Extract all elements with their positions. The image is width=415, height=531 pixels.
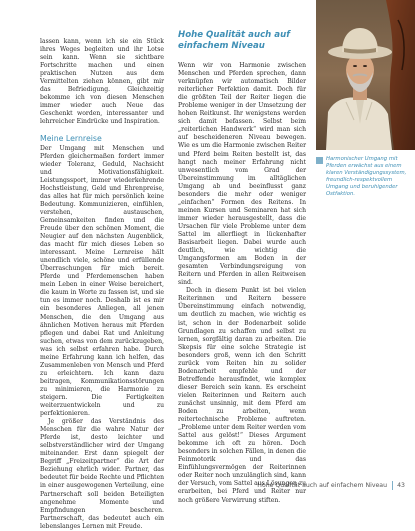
- middle-column: [178, 30, 306, 505]
- body-paragraph: Je größer das Verständnis des Menschen für die wahre Natur der Pferde ist, desto leichter und selbstverständlicher wird der Umgang miteinander. Erst dann spiegelt der Begriff „Freizeitpartner“ die Art der Beziehung ehrlich wider. Partner, das bedeutet für beide Rechte und Pflichten in einer ausgewogenen Verteilung, eine Partnerschaft soll beiden Beteiligten angenehme Momente und Empfindungen bescheren. Partnerschaft, das bedeutet auch ein lebenslanges Lernen mit Freude.: [40, 418, 164, 530]
- caption-text: Harmonischer Umgang mit Pferden erwächst aus einem klaren Verständigungssystem, freundlich-respektvollem Umgang und beruhigender Ostfaktion.: [326, 156, 407, 198]
- page-number: 43: [397, 482, 405, 489]
- photo-caption: [316, 156, 411, 199]
- section-heading: Meine Lernreise: [40, 133, 102, 143]
- body-paragraph: Wenn wir von Harmonie zwischen Menschen und Pferden sprechen, dann verknüpfen wir automatisch Bilder reiterlicher Perfektion damit. Doch für die größten Teil der Reiter liegen die Probleme weniger in der Umsetzung der hohen Reitkunst. Ihr wenigstens werden sich damit befassen. Selbst beim „reiterlichen Handwerk“ wird man sich auf bescheideneren Niveau bewegen. Wie es um die Harmonie zwischen Reiter und Pferd beim Reiten bestellt ist, das hangt nach meiner Erfahrung nicht unwesentlich vom Grad der Übereinstimmung im alltäglichen Umgang ab und beeinflusst ganz besonders die mehr oder weniger „einfachen“ Formen des Reitens. In meinen Kursen und Seminaren hat sich immer wieder herausgestellt, dass die Ursachen für viele Probleme unter dem Sattel im allerfliegt in lückenhafter Basisarbeit liegen. Dabei wurde auch deutlich, wie wichtig die Umgangsformen am Boden in der gesamten Verbindungsreigung von Reitern und Pferden in allen Reitweisen sind.: [178, 62, 306, 287]
- body-paragraph: Doch in diesem Punkt ist bei vielen Reiterinnen und Reitern bessere Übereinstimmung einfach notwendig, um deutlich zu machen, wie wichtig es ist, schon in der Bodenarbeit solide Grundlagen zu schaffen und selbst zu lernen, sorgfältig daran zu arbeiten. Die Skepsis für eine solche Strategie ist besonders groß, wenn ich den Schritt zurück vom Reiten hin zu solider Bodenarbeit empfehle und der Betreffende herausfindet, wie komplex dieser Bereich sein kann. Es erscheint vielen Reiterinnen und Reitern auch zunächst unsinnig, mit dem Pferd am Boden zu arbeiten, wenn reitertechnische Probleme auftreten. „Probleme unter dem Reiter werden vom Sattel aus gelöst!“ Dieses Argument bekomme ich oft zu hören. Doch besonders in solchen Fällen, in denen die Feinmotorik und das Einfühlungsvermögen der Reiterinnen oder Reiter noch unzulänglich sind, kann der Versuch, vom Sattel aus Lösungen zu erarbeiten, bei Pferd und Reiter nur noch größere Verwirrung stiften.: [178, 287, 306, 504]
- article-heading: Hohe Qualität auch auf einfachem Niveau: [178, 30, 290, 51]
- body-paragraph: Der Umgang mit Menschen und Pferden gleichermaßen fordert immer wieder Toleranz, Geduld, Nachsicht und Motivationsfähigkeit. Leistungssport, immer wiederkehrende Hochstleistung, Geld und Ehrenpreise, das alles hat für mich persönlich keine Bedeutung. Kommunizieren, einfühlen, verstehen, austauschen, Gemeinsamkeiten finden und die Freude über den schönen Moment, die Neugier auf den nächsten Augenblick, das macht für mich dieses Leben so interessant. Meine Lernreise hält unendlich viele, schöne und erfüllende Überraschungen für mich bereit. Pferde und Pferdemenschen haben mein Leben in einer Weise bereichert, die kaum in Worte zu fassen ist, und sie tun es immer noch. Deshalb ist es mir ein besonderes Anliegen, all jenen Menschen, die den Umgang aus ähnlichen Motiven heraus mit Pferden pflegen und dabei Rat und Anleitung suchen, etwas von dem zurückzugeben, was ich selbst erfahren habe. Durch meine Erfahrung kann ich helfen, das Zusammenleben von Mensch und Pferd zu erleichtern. Ich kann dazu beitragen, Kommunikationsstörungen zu minimieren, die Harmonie zu steigern. Die Fertigkeiten weiterzuentwickeln und zu perfektionieren.: [40, 144, 164, 418]
- page-footer: [0, 480, 415, 494]
- left-column: [40, 38, 164, 531]
- cowboy-photo: [316, 0, 415, 150]
- footer-separator: [392, 481, 393, 490]
- intro-paragraph: lassen kann, wenn ich sie ein Stück ihres Weges begleiten und ihr Lotse sein kann. Wenn sie sichtbare Fortschritte machen und einen praktischen Nutzen aus dem Vermittelten ziehen können, gibt mir das Befriedigung. Gleichzeitig bekomme ich von diesen Menschen immer wieder auch Neue das Geschenkt worden, interessanter und lehrreicher Eindrücke und Inspiration.: [40, 38, 164, 126]
- running-title: Hohe Qualität auch auf einfachem Niveau: [257, 482, 387, 489]
- caption-marker-icon: [316, 157, 323, 164]
